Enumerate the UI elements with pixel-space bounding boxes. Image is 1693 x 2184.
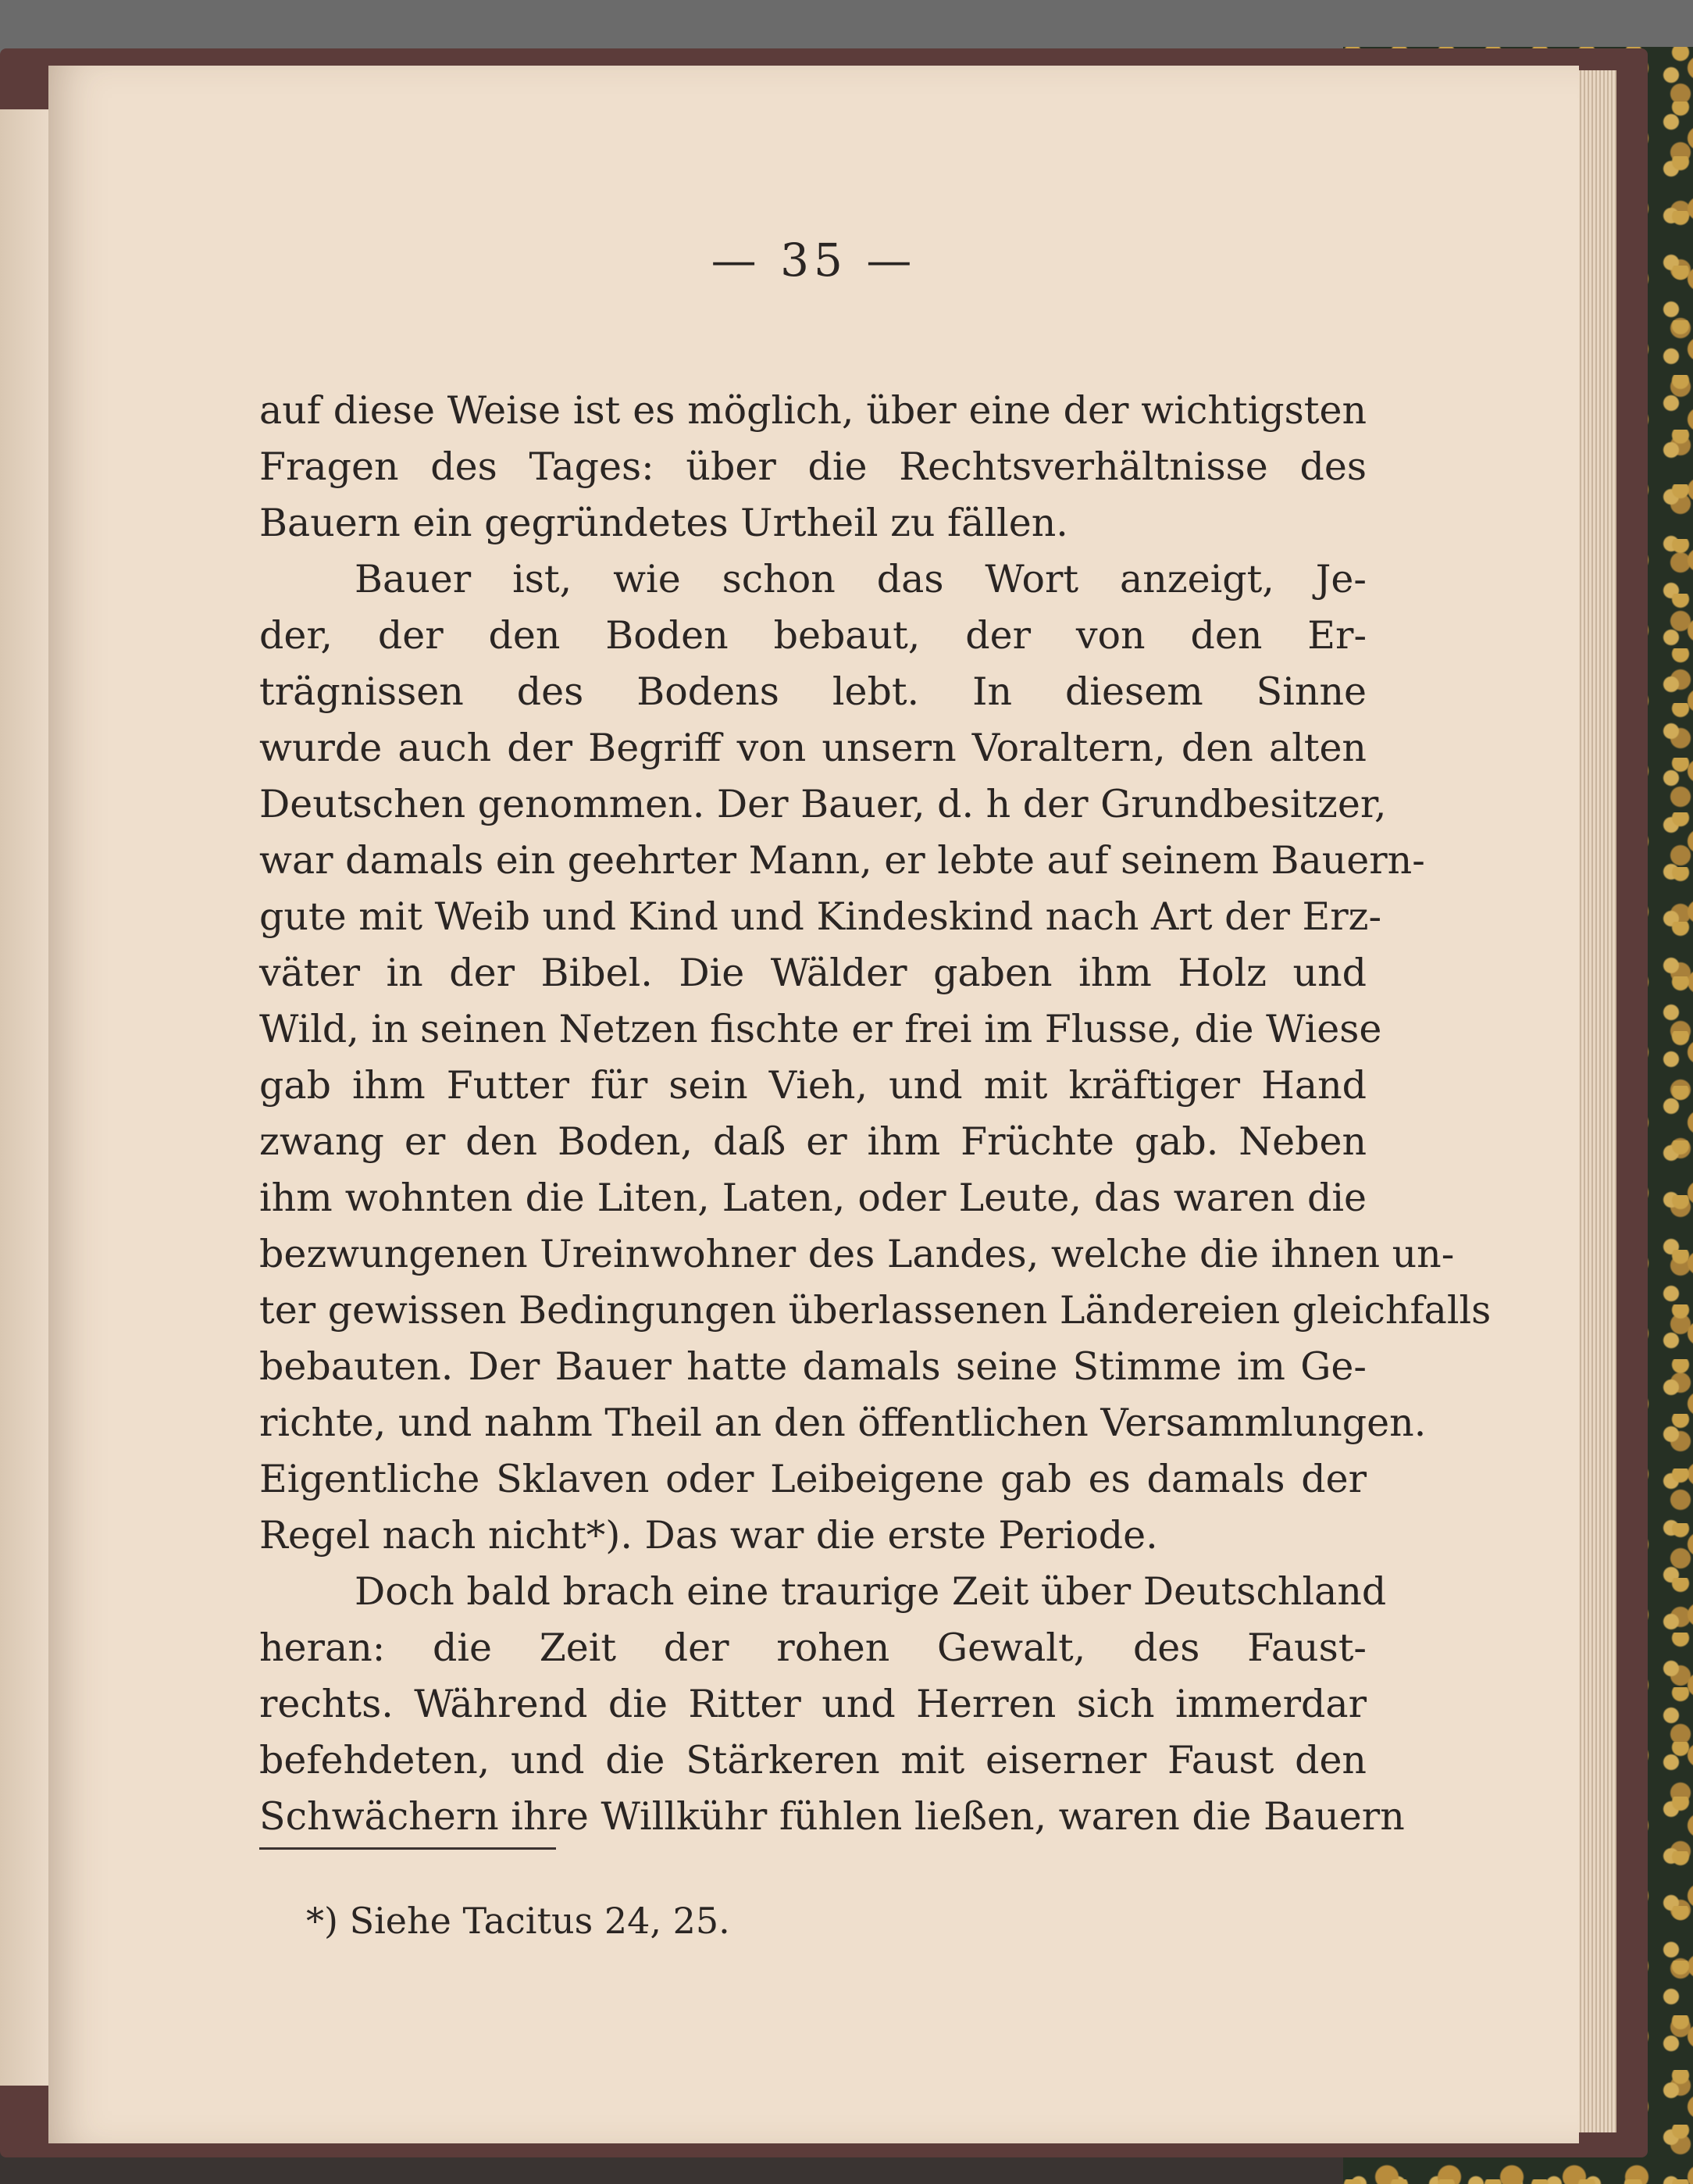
page-text xyxy=(48,66,1579,2143)
text-line: bezwungenen Ureinwohner des Landes, welche die ihnen un- xyxy=(259,1232,1455,1276)
text-line: Wild, in seinen Netzen fischte er frei im Flusse, die Wiese xyxy=(259,1007,1382,1051)
footnote-rule xyxy=(259,1847,556,1850)
text-line: rechts. Während die Ritter und Herren sich immerdar xyxy=(259,1682,1367,1726)
text-line: war damals ein geehrter Mann, er lebte auf seinem Bauern- xyxy=(259,838,1425,883)
text-line: Eigentliche Sklaven oder Leibeigene gab es damals der xyxy=(259,1457,1367,1501)
text-line: Bauer ist, wie schon das Wort anzeigt, Je- xyxy=(355,557,1367,601)
text-line: heran: die Zeit der rohen Gewalt, des Faust- xyxy=(259,1626,1367,1670)
text-line: Schwächern ihre Willkühr fühlen ließen, waren die Bauern xyxy=(259,1794,1405,1839)
text-line: auf diese Weise ist es möglich, über eine der wichtigsten xyxy=(259,388,1367,433)
page-number: — 35 — xyxy=(711,234,917,287)
text-line: der, der den Boden bebaut, der von den Er- xyxy=(259,613,1367,658)
text-line: befehdeten, und die Stärkeren mit eiserner Faust den xyxy=(259,1738,1367,1783)
text-line: ihm wohnten die Liten, Laten, oder Leute, das waren die xyxy=(259,1176,1367,1220)
text-line: wurde auch der Begriff von unsern Voraltern, den alten xyxy=(259,726,1367,770)
text-line: bebauten. Der Bauer hatte damals seine Stimme im Ge- xyxy=(259,1344,1367,1389)
text-line: zwang er den Boden, daß er ihm Früchte gab. Neben xyxy=(259,1119,1367,1164)
text-line: richte, und nahm Theil an den öffentlichen Versammlungen. xyxy=(259,1401,1427,1445)
text-line: väter in der Bibel. Die Wälder gaben ihm Holz und xyxy=(259,951,1367,995)
text-line: Regel nach nicht*). Das war die erste Periode. xyxy=(259,1513,1158,1558)
left-page-edge xyxy=(0,109,55,2086)
text-line: gab ihm Futter für sein Vieh, und mit kräftiger Hand xyxy=(259,1063,1367,1108)
text-line: Fragen des Tages: über die Rechtsverhältnisse des xyxy=(259,444,1367,489)
text-line: Doch bald brach eine traurige Zeit über Deutschland xyxy=(355,1569,1387,1614)
text-line: Deutschen genommen. Der Bauer, d. h der Grundbesitzer, xyxy=(259,782,1387,826)
text-line: Bauern ein gegründetes Urtheil zu fällen. xyxy=(259,501,1068,545)
footnote: *) Siehe Tacitus 24, 25. xyxy=(306,1900,730,1942)
text-line: gute mit Weib und Kind und Kindeskind nach Art der Erz- xyxy=(259,894,1382,939)
text-line: ter gewissen Bedingungen überlassenen Ländereien gleichfalls xyxy=(259,1288,1492,1333)
book-page xyxy=(48,66,1579,2143)
text-line: trägnissen des Bodens lebt. In diesem Sinne xyxy=(259,669,1367,714)
